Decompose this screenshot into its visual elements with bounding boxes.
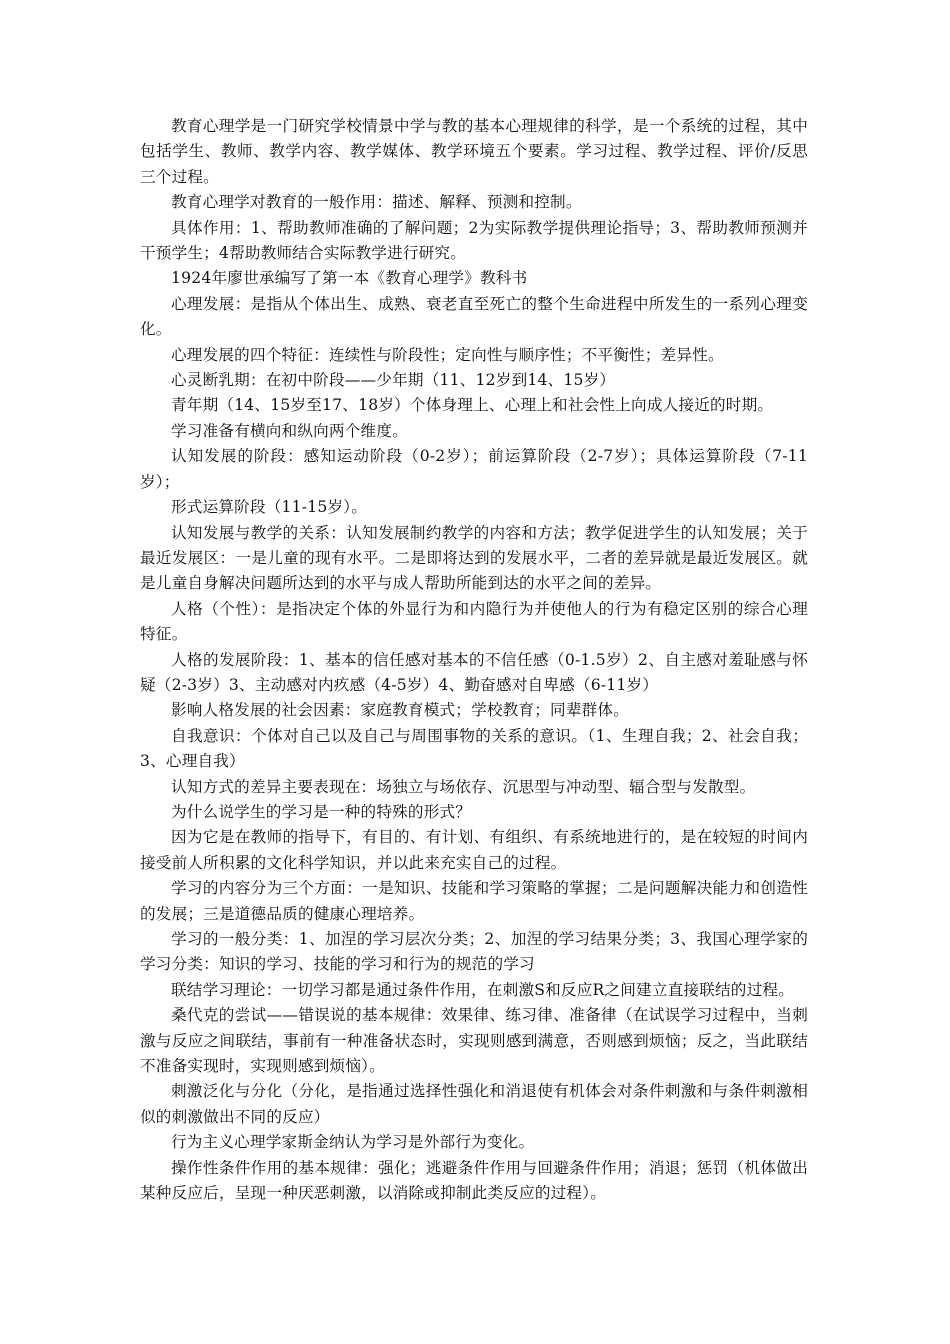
paragraph-10: 认知发展的阶段：感知运动阶段（0-2岁）；前运算阶段（2-7岁）；具体运算阶段（7-11岁）； (140, 447, 808, 491)
document-body (140, 114, 808, 1206)
paragraph-3: 具体作用：1、帮助教师准确的了解问题；2为实际教学提供理论指导；3、帮助教师预测并干预学生；4帮助教师结合实际教学进行研究。 (140, 218, 808, 263)
paragraph-23: 桑代克的尝试——错误说的基本规律：效果律、练习律、准备律（在试误学习过程中，当刺激与反应之间联结，事前有一种准备状态时，实现则感到满意，否则感到烦恼；反之，当此联结不准备实现时，实现则感到烦恼）。 (140, 1006, 808, 1076)
paragraph-2: 教育心理学对教育的一般作用：描述、解释、预测和控制。 (171, 193, 582, 212)
paragraph-21: 学习的一般分类：1、加涅的学习层次分类；2、加涅的学习结果分类；3、我国心理学家的学习分类：知识的学习、技能的学习和行为的规范的学习 (140, 930, 808, 974)
paragraph-24: 刺激泛化与分化（分化，是指通过选择性强化和消退使有机体会对条件刺激和与条件刺激相似的刺激做出不同的反应） (140, 1082, 808, 1126)
paragraph-8: 青年期（14、15岁至17、18岁）个体身理上、心理上和社会性上向成人接近的时期。 (171, 396, 774, 415)
paragraph-15: 影响人格发展的社会因素：家庭教育模式；学校教育；同辈群体。 (171, 701, 630, 720)
paragraph-13: 人格（个性）：是指决定个体的外显行为和内隐行为并使他人的行为有稳定区别的综合心理特征。 (140, 599, 808, 644)
paragraph-14: 人格的发展阶段：1、基本的信任感对基本的不信任感（0-1.5岁）2、自主感对羞耻感与怀疑（2-3岁）3、主动感对内疚感（4-5岁）4、勤奋感对自卑感（6-11岁） (140, 650, 808, 694)
paragraph-22: 联结学习理论：一切学习都是通过条件作用，在刺激S和反应R之间建立直接联结的过程。 (171, 980, 794, 999)
paragraph-18: 为什么说学生的学习是一种的特殊的形式？ (171, 802, 472, 821)
paragraph-4: 1924年廖世承编写了第一本《教育心理学》教科书 (171, 269, 528, 288)
paragraph-16: 自我意识：个体对自己以及自己与周围事物的关系的意识。（1、生理自我；2、社会自我；3、心理自我） (140, 726, 808, 771)
paragraph-7: 心灵断乳期：在初中阶段——少年期（11、12岁到14、15岁） (171, 371, 616, 390)
paragraph-11: 形式运算阶段（11-15岁）。 (171, 498, 368, 517)
paragraph-12: 认知发展与教学的关系：认知发展制约教学的内容和方法；教学促进学生的认知发展；关于最近发展区：一是儿童的现有水平。二是即将达到的发展水平，二者的差异就是最近发展区。就是儿童自身解决问题所达到的水平与成人帮助所能到达的水平之间的差异。 (140, 523, 808, 593)
paragraph-5: 心理发展：是指从个体出生、成熟、衰老直至死亡的整个生命进程中所发生的一系列心理变化。 (140, 294, 808, 339)
paragraph-17: 认知方式的差异主要表现在：场独立与场依存、沉思型与冲动型、辐合型与发散型。 (171, 777, 756, 796)
paragraph-6: 心理发展的四个特征：连续性与阶段性；定向性与顺序性；不平衡性；差异性。 (171, 345, 724, 364)
paragraph-1: 教育心理学是一门研究学校情景中学与教的基本心理规律的科学，是一个系统的过程，其中包括学生、教师、教学内容、教学媒体、教学环境五个要素。学习过程、教学过程、评价/反思三个过程。 (140, 117, 808, 186)
paragraph-19: 因为它是在教师的指导下，有目的、有计划、有组织、有系统地进行的，是在较短的时间内接受前人所积累的文化科学知识，并以此来充实自己的过程。 (140, 828, 808, 872)
paragraph-9: 学习准备有横向和纵向两个维度。 (171, 421, 408, 440)
paragraph-26: 操作性条件作用的基本规律：强化；逃避条件作用与回避条件作用；消退；惩罚（机体做出某种反应后，呈现一种厌恶刺激，以消除或抑制此类反应的过程）。 (140, 1158, 808, 1203)
paragraph-20: 学习的内容分为三个方面：一是知识、技能和学习策略的掌握；二是问题解决能力和创造性的发展；三是道德品质的健康心理培养。 (140, 879, 808, 923)
paragraph-25: 行为主义心理学家斯金纳认为学习是外部行为变化。 (171, 1133, 535, 1152)
